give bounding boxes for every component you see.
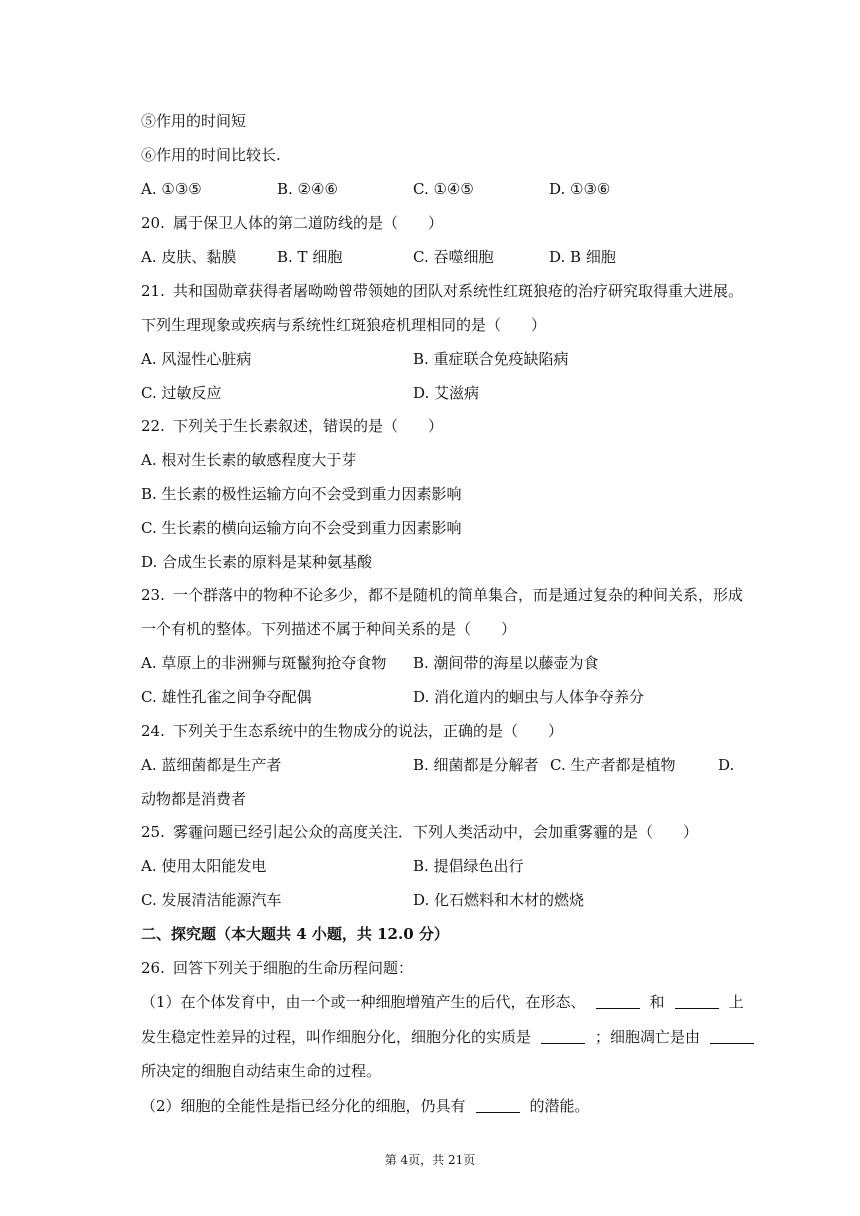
option-c: C. 雄性孔雀之间争夺配偶: [141, 688, 312, 706]
part-text: 的潜能。: [529, 1097, 590, 1115]
option-b: B. T 细胞: [277, 248, 343, 266]
option-d: D. 艾滋病: [413, 384, 480, 402]
option-a: A. ①③⑤: [141, 180, 202, 198]
question-26-part1-cont: [141, 1027, 754, 1047]
answer-blank[interactable]: [541, 1029, 585, 1044]
answer-blank[interactable]: [476, 1098, 520, 1113]
question-text: 回答下列关于细胞的生命历程问题：: [173, 959, 414, 977]
option-d-text: 动物都是消费者: [141, 790, 247, 808]
part-text: （2）细胞的全能性是指已经分化的细胞，仍具有: [141, 1097, 466, 1115]
question-25: [141, 822, 698, 842]
option-d: D. B 细胞: [549, 248, 616, 266]
option-c: C. ①④⑤: [413, 180, 474, 198]
question-21: [141, 281, 743, 301]
question-text: 属于保卫人体的第二道防线的是（ ）: [173, 214, 444, 232]
part-text: ；细胞凋亡是由: [595, 1028, 701, 1046]
section-heading: 二、探究题（本大题共 4 小题，共 12.0 分）: [141, 925, 449, 943]
question-text-cont: 一个有机的整体。下列描述不属于种间关系的是（ ）: [141, 620, 517, 638]
question-number: 20.: [141, 214, 165, 232]
question-26-part2: [141, 1096, 590, 1116]
answer-blank[interactable]: [710, 1029, 754, 1044]
part-text: 发生稳定性差异的过程，叫作细胞分化，细胞分化的实质是: [141, 1028, 532, 1046]
question-number: 26.: [141, 959, 165, 977]
option-d: D. 化石燃料和木材的燃烧: [413, 891, 585, 909]
question-23: [141, 585, 743, 605]
option-b: B. 提倡绿色出行: [413, 857, 524, 875]
question-26-part1: [141, 992, 744, 1012]
text-line: ⑥作用的时间比较长.: [141, 146, 281, 164]
part-text: （1）在个体发育中，由一个或一种细胞增殖产生的后代，在形态、: [141, 993, 586, 1011]
question-26-part1-end: 所决定的细胞自动结束生命的过程。: [141, 1062, 382, 1080]
question-text: 一个群落中的物种不论多少，都不是随机的简单集合，而是通过复杂的种间关系，形成: [173, 586, 744, 604]
question-number: 25.: [141, 823, 165, 841]
text-line: ⑤作用的时间短: [141, 112, 247, 130]
question-text: 雾霾问题已经引起公众的高度关注．下列人类活动中，会加重雾霾的是（ ）: [173, 823, 699, 841]
part-text: 上: [728, 993, 744, 1011]
answer-blank[interactable]: [675, 994, 719, 1009]
question-text-cont: 下列生理现象或疾病与系统性红斑狼疮机理相同的是（ ）: [141, 316, 547, 334]
question-24: [141, 721, 563, 741]
option-d: D. ①③⑥: [549, 180, 611, 198]
page-footer: 第 4页，共 21页: [384, 1153, 476, 1167]
option-b: B. ②④⑥: [277, 180, 338, 198]
option-a: A. 蓝细菌都是生产者: [141, 756, 282, 774]
option-a: A. 根对生长素的敏感程度大于芽: [141, 451, 357, 469]
option-d: D.: [718, 756, 735, 774]
question-number: 22.: [141, 417, 165, 435]
option-c: C. 生长素的横向运输方向不会受到重力因素影响: [141, 519, 462, 537]
option-a: A. 风湿性心脏病: [141, 350, 252, 368]
option-b: B. 细菌都是分解者: [413, 756, 539, 774]
question-22: [141, 416, 443, 436]
option-a: A. 草原上的非洲狮与斑鬣狗抢夺食物: [141, 654, 387, 672]
question-20: [141, 213, 443, 233]
option-c: C. 生产者都是植物: [550, 756, 676, 774]
question-number: 21.: [141, 282, 165, 300]
option-c: C. 过敏反应: [141, 384, 222, 402]
question-text: 下列关于生长素叙述，错误的是（ ）: [173, 417, 444, 435]
option-b: B. 重症联合免疫缺陷病: [413, 350, 569, 368]
option-b: B. 生长素的极性运输方向不会受到重力因素影响: [141, 485, 462, 503]
question-text: 共和国勋章获得者屠呦呦曾带领她的团队对系统性红斑狼疮的治疗研究取得重大进展。: [173, 282, 744, 300]
question-text: 下列关于生态系统中的生物成分的说法，正确的是（ ）: [173, 722, 564, 740]
option-c: C. 吞噬细胞: [413, 248, 494, 266]
option-a: A. 皮肤、黏膜: [141, 248, 237, 266]
part-text: 和: [649, 993, 665, 1011]
option-d: D. 消化道内的蛔虫与人体争夺养分: [413, 688, 645, 706]
question-26: [141, 958, 413, 978]
question-number: 23.: [141, 586, 165, 604]
question-number: 24.: [141, 722, 165, 740]
answer-blank[interactable]: [596, 994, 640, 1009]
option-b: B. 潮间带的海星以藤壶为食: [413, 654, 599, 672]
option-a: A. 使用太阳能发电: [141, 857, 267, 875]
option-d: D. 合成生长素的原料是某种氨基酸: [141, 553, 373, 571]
option-c: C. 发展清洁能源汽车: [141, 891, 282, 909]
